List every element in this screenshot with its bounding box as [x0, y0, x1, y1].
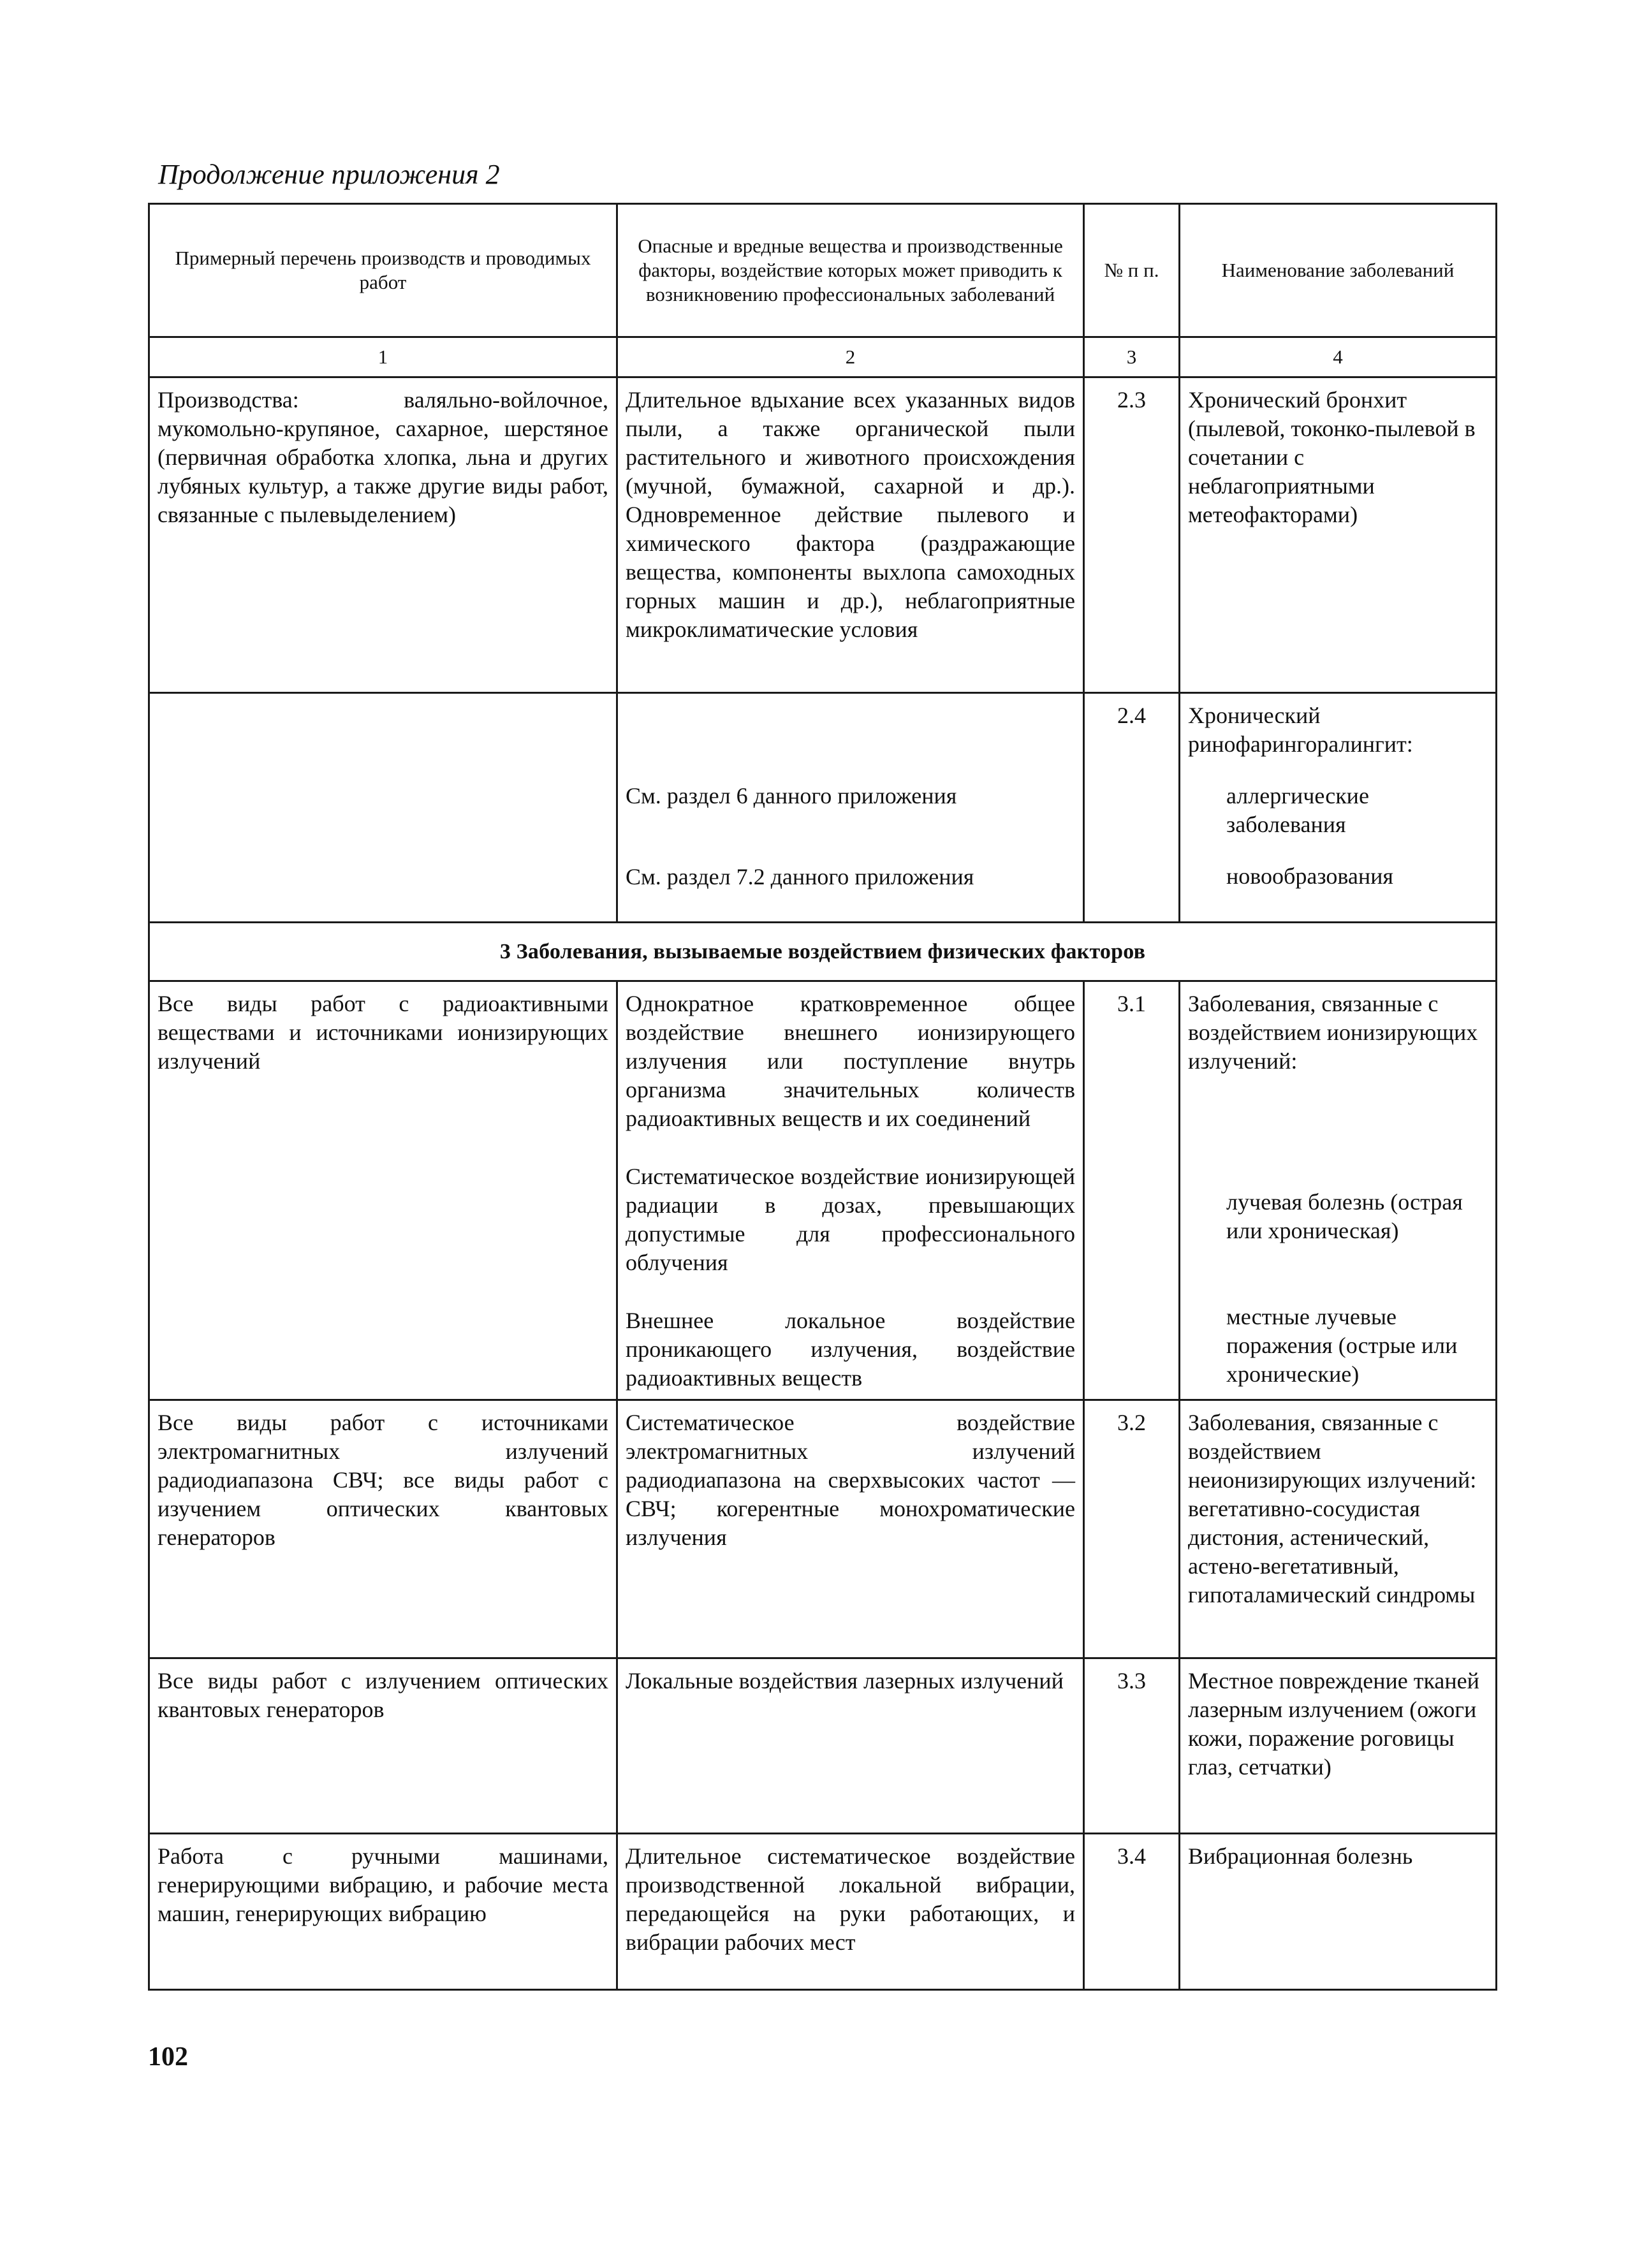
factors-cell: Длительное систематическое воздействие производственной локальной вибрации, передающейся на руки работающих, и вибрации рабочих мест: [617, 1834, 1084, 1990]
section-header-row: [149, 923, 1497, 981]
item-number-cell: 3.4: [1084, 1834, 1180, 1990]
column-header-4: Наименование заболеваний: [1180, 204, 1497, 337]
column-header-1: Примерный перечень производств и проводимых работ: [149, 204, 617, 337]
item-number-cell: 3.1: [1084, 981, 1180, 1400]
disease-heading: Хронический ринофарингоралингит:: [1188, 703, 1413, 757]
factors-cell: [617, 981, 1084, 1400]
disease-subitem: местные лучевые поражения (острые или хронические): [1226, 1304, 1458, 1387]
table-row: [149, 1834, 1497, 1990]
column-number-4: 4: [1180, 337, 1497, 377]
diseases-table: [148, 203, 1497, 1991]
diseases-table-container: [148, 203, 1479, 2025]
production-cell: Работа с ручными машинами, генерирующими вибрацию, и рабочие места машин, генерирующих вибрацию: [149, 1834, 617, 1990]
reference-text: См. раздел 6 данного приложения: [626, 783, 957, 808]
table-row: [149, 1400, 1497, 1658]
disease-cell: Хронический бронхит (пылевой, токонко-пылевой в сочетании с неблагоприятными метеофакторами): [1180, 377, 1497, 693]
disease-subitem: аллергические заболевания: [1226, 783, 1369, 837]
factor-text: Однократное кратковременное общее воздействие внешнего ионизирующего излучения или поступление внутрь организма значительных количеств радиоактивных веществ и их соединений: [626, 991, 1075, 1131]
spacer: [626, 701, 1075, 782]
column-number-row: [149, 337, 1497, 377]
disease-subitem: новообразования: [1226, 863, 1393, 889]
column-number-1: 1: [149, 337, 617, 377]
disease-cell: Вибрационная болезнь: [1180, 1834, 1497, 1990]
item-number-cell: 2.4: [1084, 693, 1180, 923]
column-number-3: 3: [1084, 337, 1180, 377]
production-cell-empty: [149, 693, 617, 923]
disease-cell: [1180, 981, 1497, 1400]
table-row: [149, 1658, 1497, 1834]
page-number: 102: [148, 2042, 188, 2072]
column-header-3: № п п.: [1084, 204, 1180, 337]
disease-cell: Местное повреждение тканей лазерным излучением (ожоги кожи, поражение роговицы глаз, сетчатки): [1180, 1658, 1497, 1834]
factors-cell: Длительное вдыхание всех указанных видов пыли, а также органической пыли растительного и животного происхождения (мучной, бумажной, сахарной и др.). Одновременное действие пылевого и химического фактора (раздражающие вещества, компоненты выхлопа самоходных горных машин и др.), неблагоприятные микроклиматические условия: [617, 377, 1084, 693]
factors-cell: [617, 693, 1084, 923]
disease-subitem: лучевая болезнь (острая или хроническая): [1226, 1189, 1463, 1243]
disease-cell: Заболевания, связанные с воздействием неионизирующих излучений: вегетативно-сосудистая дистония, астенический, астено-вегетативный, гипоталамический синдромы: [1180, 1400, 1497, 1658]
disease-heading: Заболевания, связанные с воздействием ионизирующих излучений:: [1188, 991, 1478, 1074]
production-cell: Производства: валяльно-войлочное, мукомольно-крупяное, сахарное, шерстяное (первичная обработка хлопка, льна и других лубяных культур, а также другие виды работ, связанные с пылевыделением): [149, 377, 617, 693]
factors-cell: Систематическое воздействие электромагнитных излучений радиодиапазона на сверхвысоких частот — СВЧ; когерентные монохроматические излучения: [617, 1400, 1084, 1658]
factors-cell: Локальные воздействия лазерных излучений: [617, 1658, 1084, 1834]
section-title: 3 Заболевания, вызываемые воздействием физических факторов: [149, 923, 1497, 981]
factor-text: Систематическое воздействие ионизирующей радиации в дозах, превышающих допустимые для профессионального облучения: [626, 1164, 1075, 1275]
column-number-2: 2: [617, 337, 1084, 377]
disease-cell: [1180, 693, 1497, 923]
reference-text: См. раздел 7.2 данного приложения: [626, 864, 974, 889]
factor-text: Внешнее локальное воздействие проникающего излучения, воздействие радиоактивных веществ: [626, 1308, 1075, 1391]
item-number-cell: 3.3: [1084, 1658, 1180, 1834]
column-header-2: Опасные и вредные вещества и производственные факторы, воздействие которых может приводить к возникновению профессиональных заболеваний: [617, 204, 1084, 337]
page-title: Продолжение приложения 2: [158, 159, 500, 190]
production-cell: Все виды работ с излучением оптических квантовых генераторов: [149, 1658, 617, 1834]
item-number-cell: 3.2: [1084, 1400, 1180, 1658]
table-row: [149, 981, 1497, 1400]
table-header-row: [149, 204, 1497, 337]
item-number-cell: 2.3: [1084, 377, 1180, 693]
production-cell: Все виды работ с источниками электромагнитных излучений радиодиапазона СВЧ; все виды работ с изучением оптических квантовых генераторов: [149, 1400, 617, 1658]
production-cell: Все виды работ с радиоактивными веществами и источниками ионизирующих излучений: [149, 981, 617, 1400]
table-row: [149, 693, 1497, 923]
table-row: [149, 377, 1497, 693]
